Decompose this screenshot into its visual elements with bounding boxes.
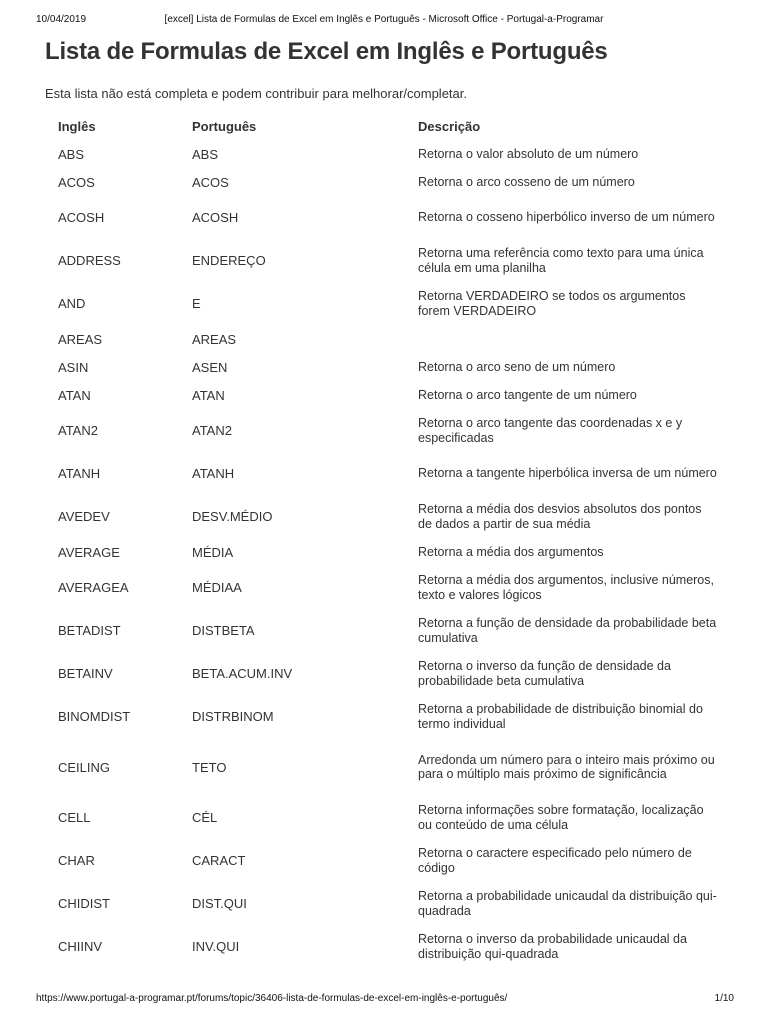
- table-row: [45, 925, 725, 968]
- formula-table: [45, 112, 725, 968]
- column-header-description: Descrição: [418, 118, 481, 134]
- description-cell: [405, 325, 725, 353]
- print-header: [0, 14, 768, 28]
- english-name-cell: ADDRESS: [58, 253, 121, 268]
- description-cell: Retorna o arco cosseno de um número: [418, 174, 635, 189]
- description-cell: Retorna a probabilidade unicaudal da distribuição qui-quadrada: [418, 889, 717, 918]
- english-name-cell: CHAR: [58, 853, 95, 868]
- english-name-cell: ATAN2: [58, 423, 98, 438]
- table-row: [45, 409, 725, 452]
- print-date: 10/04/2019: [36, 14, 87, 25]
- portuguese-name-cell: DISTRBINOM: [192, 709, 274, 724]
- table-row: [45, 239, 725, 282]
- english-name-cell: ABS: [58, 146, 85, 162]
- print-url: https://www.portugal-a-programar.pt/forums/topic/36406-lista-de-formulas-de-excel-em-inglês-e-português/: [36, 993, 508, 1004]
- description-cell: Arredonda um número para o inteiro mais próximo ou para o múltiplo mais próximo de significância: [418, 752, 715, 781]
- english-name-cell: ASIN: [58, 359, 89, 375]
- description-cell: Retorna o valor absoluto de um número: [418, 146, 639, 161]
- table-row: [45, 652, 725, 695]
- table-row: [45, 495, 725, 538]
- column-header-english: Inglês: [58, 118, 96, 134]
- description-cell: Retorna o caractere especificado pelo número de código: [418, 846, 692, 875]
- description-cell: Retorna a média dos desvios absolutos dos pontos de dados a partir de sua média: [418, 502, 702, 531]
- intro-text: Esta lista não está completa e podem contribuir para melhorar/completar.: [45, 86, 467, 101]
- portuguese-name-cell: MÉDIA: [192, 544, 234, 560]
- description-cell: Retorna o inverso da probabilidade unicaudal da distribuição qui-quadrada: [418, 932, 687, 961]
- english-name-cell: CHIINV: [58, 939, 103, 954]
- english-name-cell: BETAINV: [58, 666, 113, 681]
- english-name-cell: AREAS: [58, 331, 103, 347]
- description-cell: Retorna o arco tangente de um número: [418, 387, 637, 402]
- table-row: [45, 168, 725, 196]
- description-cell: Retorna o cosseno hiperbólico inverso de um número: [418, 210, 715, 225]
- table-row: [45, 538, 725, 566]
- table-row: [45, 796, 725, 839]
- portuguese-name-cell: INV.QUI: [192, 939, 240, 954]
- page-title: Lista de Formulas de Excel em Inglês e Português: [45, 38, 608, 65]
- table-row: [45, 196, 725, 239]
- portuguese-name-cell: MÉDIAA: [192, 580, 242, 595]
- print-document-title: [excel] Lista de Formulas de Excel em Inglês e Português - Microsoft Office - Portugal-a-Programar: [164, 14, 604, 25]
- table-row: [45, 695, 725, 738]
- portuguese-name-cell: ACOS: [192, 174, 229, 190]
- english-name-cell: CELL: [58, 810, 91, 825]
- table-row: [45, 381, 725, 409]
- portuguese-name-cell: AREAS: [192, 331, 237, 347]
- portuguese-name-cell: CÉL: [192, 810, 218, 825]
- table-row: [45, 282, 725, 325]
- table-row: [45, 452, 725, 495]
- portuguese-name-cell: BETA.ACUM.INV: [192, 666, 293, 681]
- portuguese-name-cell: ENDEREÇO: [192, 253, 266, 268]
- portuguese-name-cell: ATANH: [192, 466, 235, 481]
- description-cell: Retorna o inverso da função de densidade da probabilidade beta cumulativa: [418, 659, 671, 688]
- table-body: [45, 140, 725, 968]
- english-name-cell: BINOMDIST: [58, 709, 131, 724]
- portuguese-name-cell: ATAN2: [192, 423, 232, 438]
- portuguese-name-cell: ATAN: [192, 387, 225, 403]
- table-row: [45, 566, 725, 609]
- table-row: [45, 882, 725, 925]
- description-cell: Retorna a média dos argumentos: [418, 544, 604, 559]
- portuguese-name-cell: CARACT: [192, 853, 246, 868]
- table-row: [45, 140, 725, 168]
- description-cell: Retorna VERDADEIRO se todos os argumentos forem VERDADEIRO: [418, 289, 686, 318]
- table-row: [45, 353, 725, 381]
- description-cell: Retorna uma referência como texto para uma única célula em uma planilha: [418, 246, 704, 275]
- english-name-cell: ATAN: [58, 387, 91, 403]
- portuguese-name-cell: DISTBETA: [192, 623, 255, 638]
- english-name-cell: CHIDIST: [58, 896, 110, 911]
- column-header-portuguese: Português: [192, 118, 257, 134]
- description-cell: Retorna a tangente hiperbólica inversa de um número: [418, 466, 717, 481]
- english-name-cell: ACOSH: [58, 210, 105, 225]
- portuguese-name-cell: DESV.MÉDIO: [192, 509, 273, 524]
- table-row: [45, 325, 725, 353]
- english-name-cell: AVERAGEA: [58, 580, 129, 595]
- english-name-cell: BETADIST: [58, 623, 121, 638]
- description-cell: Retorna o arco seno de um número: [418, 359, 616, 374]
- description-cell: Retorna a média dos argumentos, inclusive números, texto e valores lógicos: [418, 573, 714, 602]
- description-cell: Retorna o arco tangente das coordenadas x e y especificadas: [418, 416, 683, 445]
- english-name-cell: AVEDEV: [58, 509, 110, 524]
- table-row: [45, 738, 725, 796]
- portuguese-name-cell: ABS: [192, 146, 219, 162]
- table-row: [45, 609, 725, 652]
- english-name-cell: CEILING: [58, 759, 111, 775]
- portuguese-name-cell: ACOSH: [192, 210, 239, 225]
- table-header-row: [45, 112, 725, 140]
- portuguese-name-cell: ASEN: [192, 359, 228, 375]
- description-cell: Retorna a probabilidade de distribuição binomial do termo individual: [418, 702, 703, 731]
- description-cell: Retorna informações sobre formatação, localização ou conteúdo de uma célula: [418, 803, 704, 832]
- page-number: 1/10: [714, 993, 734, 1004]
- portuguese-name-cell: TETO: [192, 759, 227, 775]
- table-row: [45, 839, 725, 882]
- portuguese-name-cell: DIST.QUI: [192, 896, 247, 911]
- english-name-cell: ACOS: [58, 174, 95, 190]
- description-cell: Retorna a função de densidade da probabilidade beta cumulativa: [418, 616, 717, 645]
- english-name-cell: AND: [58, 296, 86, 311]
- portuguese-name-cell: E: [192, 296, 201, 311]
- english-name-cell: ATANH: [58, 466, 101, 481]
- english-name-cell: AVERAGE: [58, 544, 120, 560]
